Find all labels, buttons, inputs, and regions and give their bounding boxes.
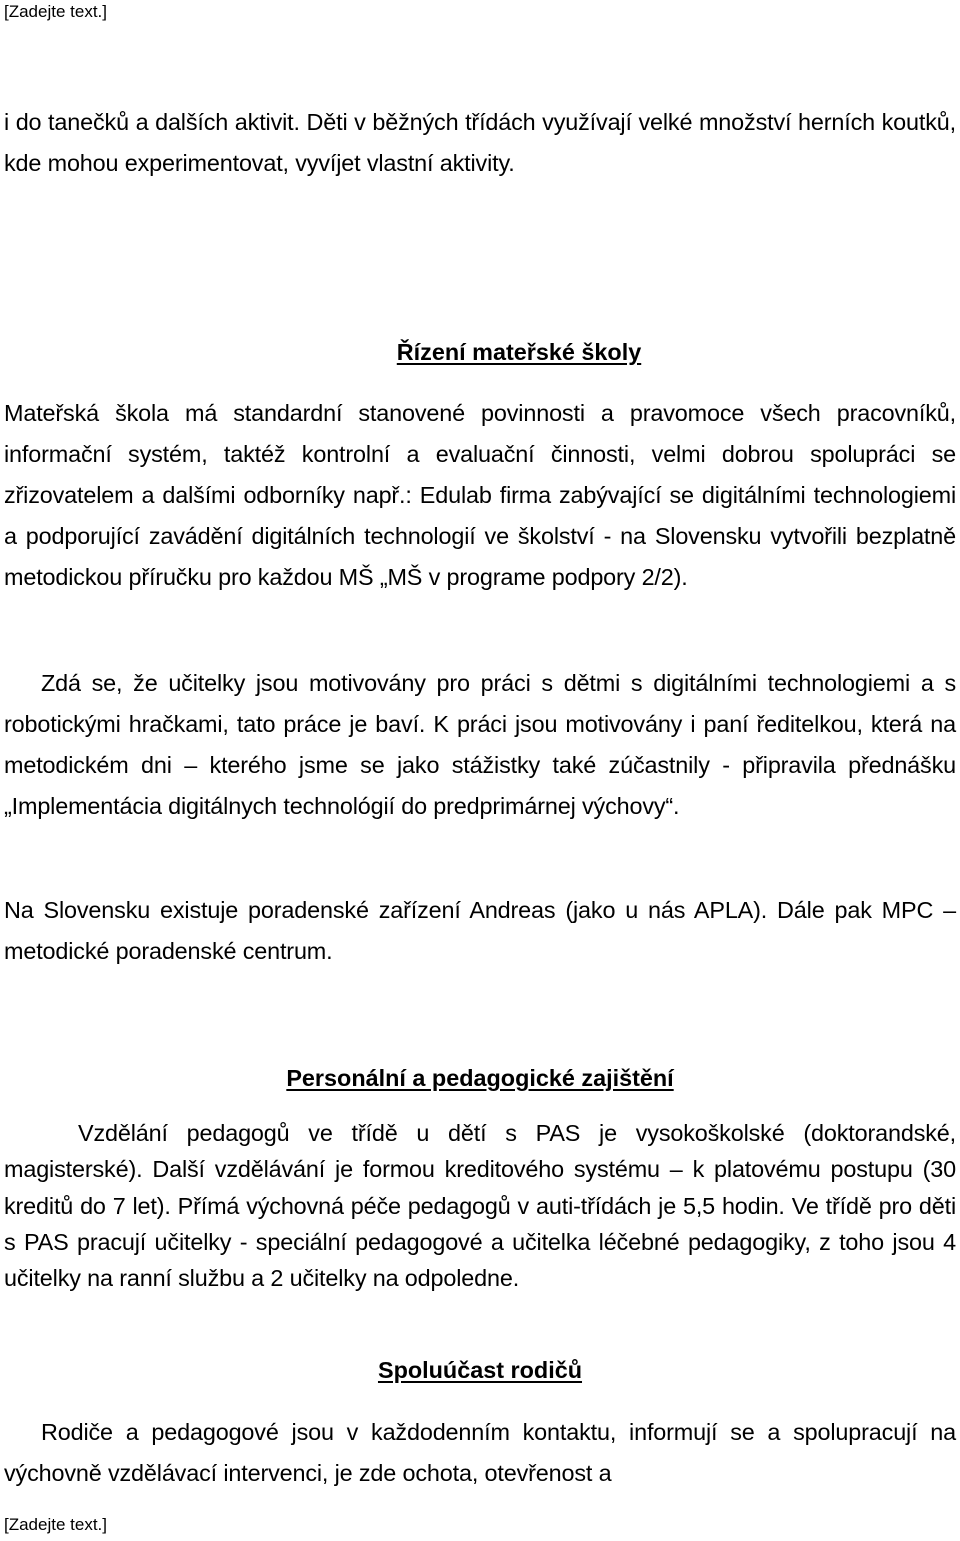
rizeni-paragraph: Mateřská škola má standardní stanovené povinnosti a pravomoce všech pracovníků, informační systém, taktéž kontrolní a evaluační činnosti, velmi dobrou spolupráci se zřizovatelem a dalšími odborníky např.: Edulab firma zabývající se digitálními technologiemi a podporující zavádění digitálních technologií ve školství - na Slovensku vytvořili bezplatně metodickou příručku pro každou MŠ „MŠ v programe podpory 2/2).	[4, 400, 956, 590]
heading-rizeni-materske-skoly: Řízení mateřské školy	[396, 339, 642, 365]
personalni-paragraph: Vzdělání pedagogů ve třídě u dětí s PAS je vysokoškolské (doktorandské, magisterské). Další vzdělávání je formou kreditového systému – k platovému postupu (30 kreditů do 7 let). Přímá výchovná péče pedagogů v auti-třídách je 5,5 hodin. Ve třídě pro děti s PAS pracují učitelky - speciální pedagogové a učitelka léčebné pedagogiky, z toho jsou 4 učitelky na ranní službu a 2 učitelky na odpoledne.	[4, 1120, 956, 1292]
heading-personalni-zajisteni: Personální a pedagogické zajištění	[286, 1065, 674, 1091]
motivation-paragraph: Zdá se, že učitelky jsou motivovány pro práci s dětmi s digitálními technologiemi a s robotickými hračkami, tato práce je baví. K práci jsou motivovány i paní ředitelkou, která na metodickém dni – kterého jsme se jako stážistky také zúčastnily - připravila přednášku „Implementácia digitálnych technológií do predprimárnej výchovy“.	[4, 670, 956, 819]
intro-paragraph: i do tanečků a dalších aktivit. Děti v běžných třídách využívají velké množství herních koutků, kde mohou experimentovat, vyvíjet vlastní aktivity.	[4, 109, 956, 176]
page-footer-placeholder[interactable]: [Zadejte text.]	[4, 1515, 107, 1534]
heading-spoluucast-rodicu: Spoluúčast rodičů	[377, 1357, 583, 1383]
page-header-placeholder[interactable]: [Zadejte text.]	[4, 2, 107, 21]
spoluucast-paragraph: Rodiče a pedagogové jsou v každodenním kontaktu, informují se a spolupracují na výchovně vzdělávací intervenci, je zde ochota, otevřenost a	[4, 1419, 956, 1486]
counseling-paragraph: Na Slovensku existuje poradenské zařízení Andreas (jako u nás APLA). Dále pak MPC – metodické poradenské centrum.	[4, 897, 956, 964]
